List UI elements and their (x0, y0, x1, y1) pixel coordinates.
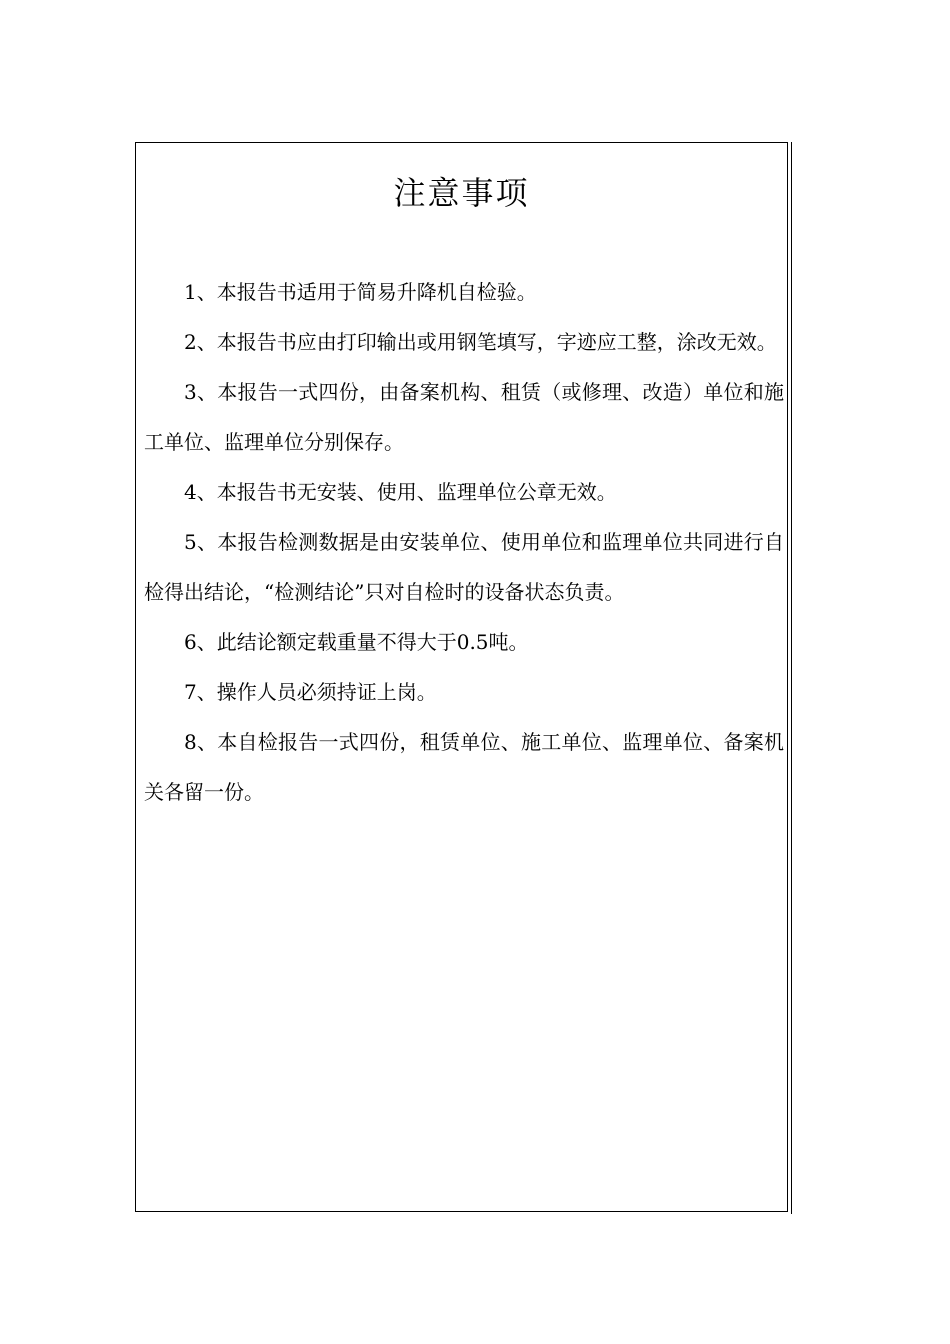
note-item: 2、本报告书应由打印输出或用钢笔填写，字迹应工整，涂改无效。 (184, 330, 777, 354)
note-item: 1、本报告书适用于简易升降机自检验。 (184, 280, 537, 304)
note-item: 3、本报告一式四份，由备案机构、租赁（或修理、改造）单位和施工单位、监理单位分别保存。 (144, 380, 784, 454)
note-item: 4、本报告书无安装、使用、监理单位公章无效。 (184, 480, 617, 504)
note-item: 8、本自检报告一式四份，租赁单位、施工单位、监理单位、备案机关各留一份。 (144, 730, 784, 804)
note-item: 5、本报告检测数据是由安装单位、使用单位和监理单位共同进行自检得出结论，“检测结论”只对自检时的设备状态负责。 (144, 530, 784, 604)
frame-double-line (791, 142, 792, 1214)
note-item: 7、操作人员必须持证上岗。 (184, 680, 437, 704)
page-title: 注意事项 (393, 174, 530, 212)
note-item: 6、此结论额定载重量不得大于0.5吨。 (184, 630, 529, 654)
notice-frame (135, 142, 788, 1212)
notes-list (144, 267, 784, 817)
